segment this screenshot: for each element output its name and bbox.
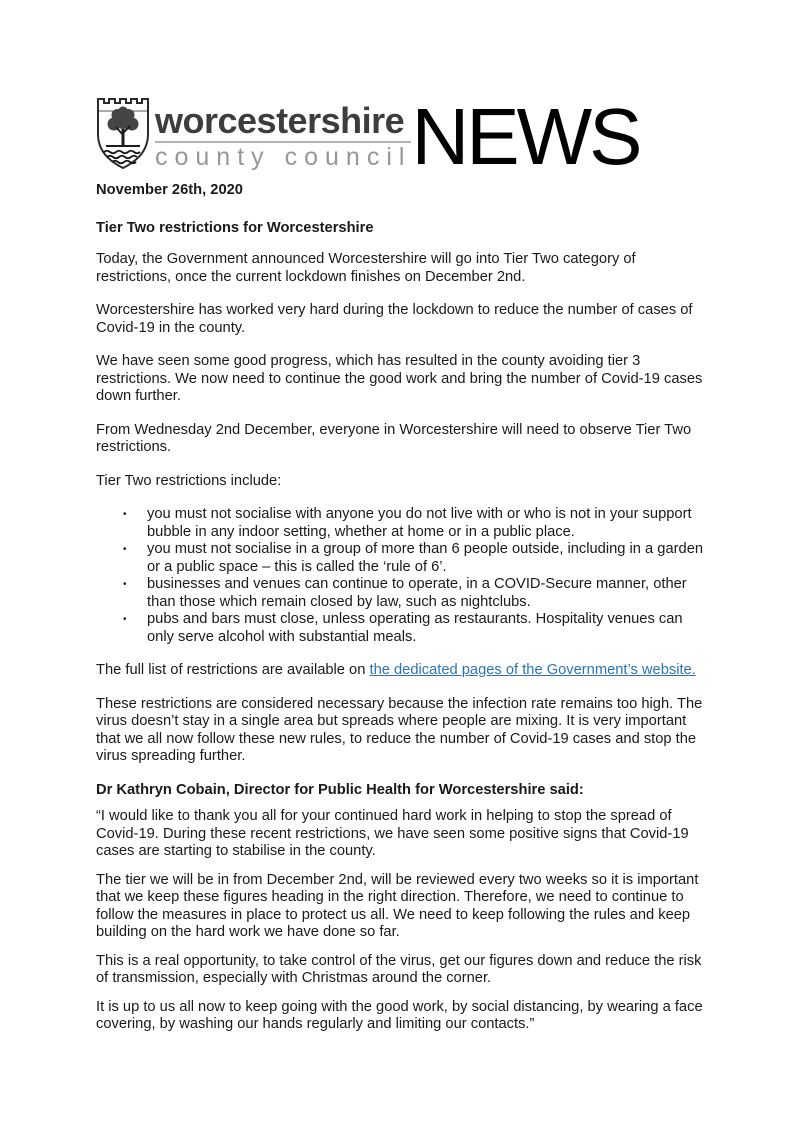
list-item-text: pubs and bars must close, unless operating as restaurants. Hospitality venues can only serve alcohol with substantial meals. bbox=[147, 611, 683, 645]
paragraph-list-lead-in: Tier Two restrictions include: bbox=[96, 472, 282, 489]
paragraph-from-december: From Wednesday 2nd December, everyone in Worcestershire will need to observe Tier Two restrictions. bbox=[96, 421, 692, 455]
list-item bbox=[96, 576, 704, 611]
bullet-icon: • bbox=[123, 579, 127, 590]
paragraph-hard-work: Worcestershire has worked very hard during the lockdown to reduce the number of cases of Covid-19 in the county. bbox=[96, 302, 693, 336]
government-website-link[interactable]: the dedicated pages of the Government’s website. bbox=[369, 662, 696, 678]
date-line: November 26th, 2020 bbox=[96, 182, 243, 198]
quote-paragraph: It is up to us all now to keep going with the good work, by social distancing, by wearing a face covering, by washing our hands regularly and limiting our contacts.” bbox=[96, 998, 703, 1032]
list-item-text: you must not socialise in a group of more than 6 people outside, including in a garden or a public space – this is called the ‘rule of 6’. bbox=[147, 541, 704, 575]
masthead bbox=[96, 91, 704, 181]
council-logo-text bbox=[155, 99, 412, 171]
paragraph-announcement: Today, the Government announced Worcestershire will go into Tier Two category of restrictions, once the current lockdown finishes on December 2nd. bbox=[96, 251, 636, 285]
list-item bbox=[96, 541, 704, 576]
logo-subtitle: county council bbox=[155, 142, 412, 171]
article-title: Tier Two restrictions for Worcestershire bbox=[96, 219, 374, 236]
quote-attribution-heading: Dr Kathryn Cobain, Director for Public Health for Worcestershire said: bbox=[96, 781, 584, 798]
article-body bbox=[96, 182, 704, 1034]
news-masthead-label: NEWS bbox=[411, 91, 640, 181]
list-item bbox=[96, 506, 704, 541]
quote-paragraph: The tier we will be in from December 2nd, will be reviewed every two weeks so it is important that we keep these figures heading in the right direction. Therefore, we need to continue to follow the measures in place to protect us all. We need to keep following the rules and keep building on the hard work we have done so far. bbox=[96, 871, 699, 940]
quote-paragraph: This is a real opportunity, to take control of the virus, get our figures down and reduce the risk of transmission, especially with Christmas around the corner. bbox=[96, 952, 702, 986]
restrictions-list bbox=[96, 506, 704, 646]
paragraph-why-necessary: These restrictions are considered necessary because the infection rate remains too high. The virus doesn’t stay in a single area but spreads where people are mixing. It is very important that we all now follow these new rules, to reduce the number of Covid-19 cases and stop the virus spreading further. bbox=[96, 695, 703, 764]
council-shield-icon bbox=[96, 96, 150, 170]
paragraph-progress: We have seen some good progress, which has resulted in the county avoiding tier 3 restrictions. We now need to continue the good work and bring the number of Covid-19 cases down further. bbox=[96, 353, 703, 404]
list-item-text: you must not socialise with anyone you do not live with or who is not in your support bubble in any indoor setting, whether at home or in a public place. bbox=[147, 506, 692, 540]
bullet-icon: • bbox=[123, 509, 127, 520]
quote-section bbox=[96, 808, 704, 1034]
logo-name: worcestershire bbox=[155, 103, 411, 143]
bullet-icon: • bbox=[123, 544, 127, 555]
full-list-line bbox=[96, 662, 704, 680]
bullet-icon: • bbox=[123, 614, 127, 625]
list-item-text: businesses and venues can continue to operate, in a COVID-Secure manner, other than those which remain closed by law, such as nightclubs. bbox=[147, 576, 687, 610]
quote-paragraph: “I would like to thank you all for your continued hard work in helping to stop the spread of Covid-19. During these recent restrictions, we have seen some positive signs that Covid-19 cases are starting to stabilise in the county. bbox=[96, 808, 689, 859]
full-list-prefix: The full list of restrictions are available on bbox=[96, 662, 370, 678]
list-item bbox=[96, 611, 704, 646]
